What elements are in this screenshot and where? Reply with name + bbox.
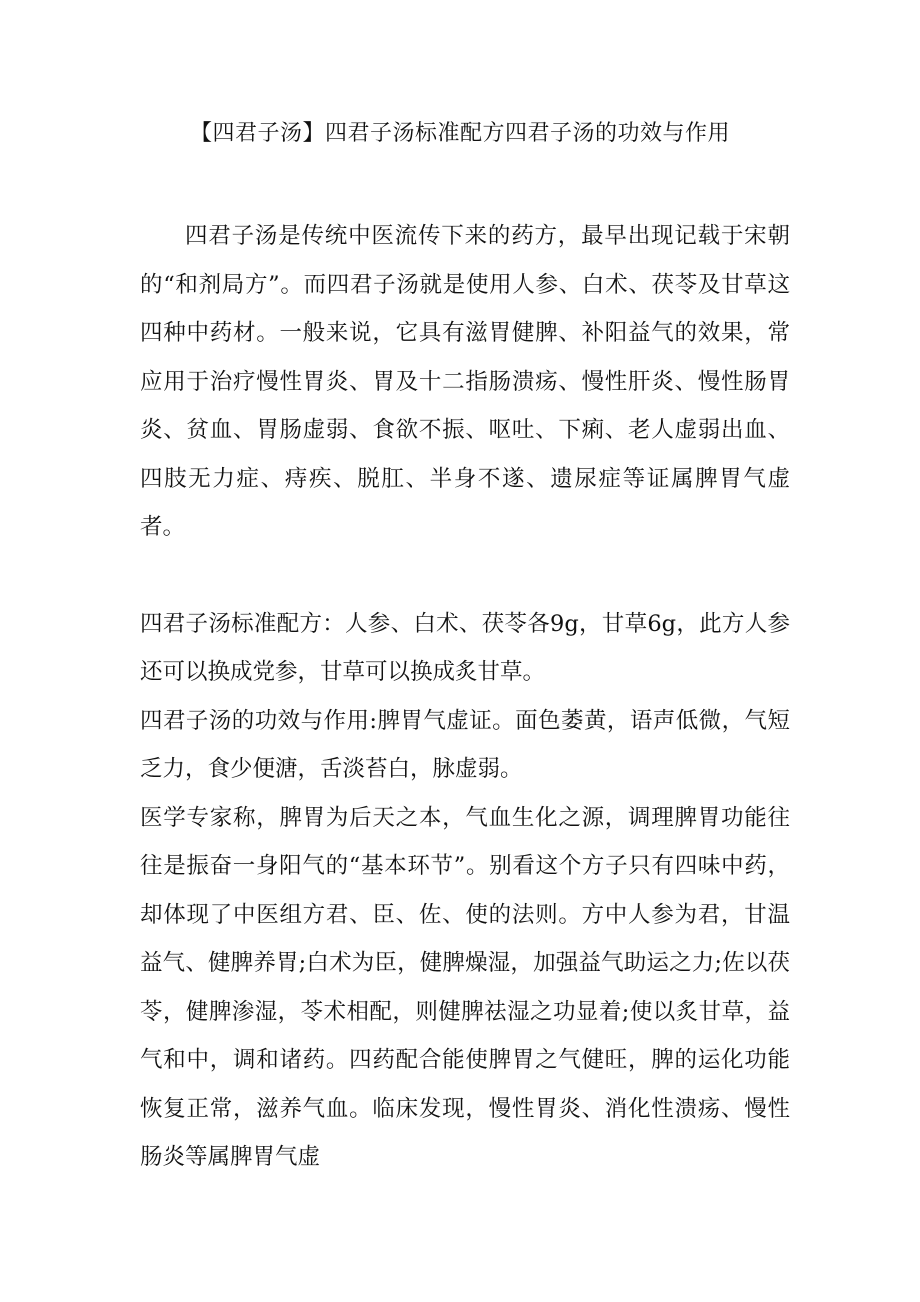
document-title: 【四君子汤】四君子汤标准配方四君子汤的功效与作用 (189, 121, 730, 146)
paragraph-intro: 四君子汤是传统中医流传下来的药方，最早出现记载于宋朝的“和剂局方”。而四君子汤就是使用人参、白术、茯苓及甘草这四种中药材。一般来说，它具有滋胃健脾、补阳益气的效果，常应用于治疗慢性胃炎、胃及十二指肠溃疡、慢性肝炎、慢性肠胃炎、贫血、胃肠虚弱、食欲不振、呕吐、下痢、老人虚弱出血、四肢无力症、痔疾、脱肛、半身不遂、遗尿症等证属脾胃气虚者。 (140, 223, 790, 540)
paragraph-expert-analysis: 医学专家称，脾胃为后天之本，气血生化之源，调理脾胃功能往往是振奋一身阳气的“基本环节”。别看这个方子只有四味中药，却体现了中医组方君、臣、佐、使的法则。方中人参为君，甘温益气、健脾养胃;白术为臣，健脾燥湿，加强益气助运之力;佐以茯苓，健脾渗湿，苓术相配，则健脾祛湿之功显着;使以炙甘草，益气和中，调和诸药。四药配合能使脾胃之气健旺，脾的运化功能恢复正常，滋养气血。临床发现，慢性胃炎、消化性溃疡、慢性肠炎等属脾胃气虚 (140, 804, 790, 1170)
document-body (140, 212, 790, 1182)
paragraph-effects: 四君子汤的功效与作用:脾胃气虚证。面色萎黄，语声低微，气短乏力，食少便溏，舌淡苔白，脉虚弱。 (140, 707, 790, 782)
paragraph-gap (140, 552, 790, 600)
paragraph-formula: 四君子汤标准配方：人参、白术、茯苓各9g，甘草6g，此方人参还可以换成党参，甘草可以换成炙甘草。 (140, 610, 790, 685)
